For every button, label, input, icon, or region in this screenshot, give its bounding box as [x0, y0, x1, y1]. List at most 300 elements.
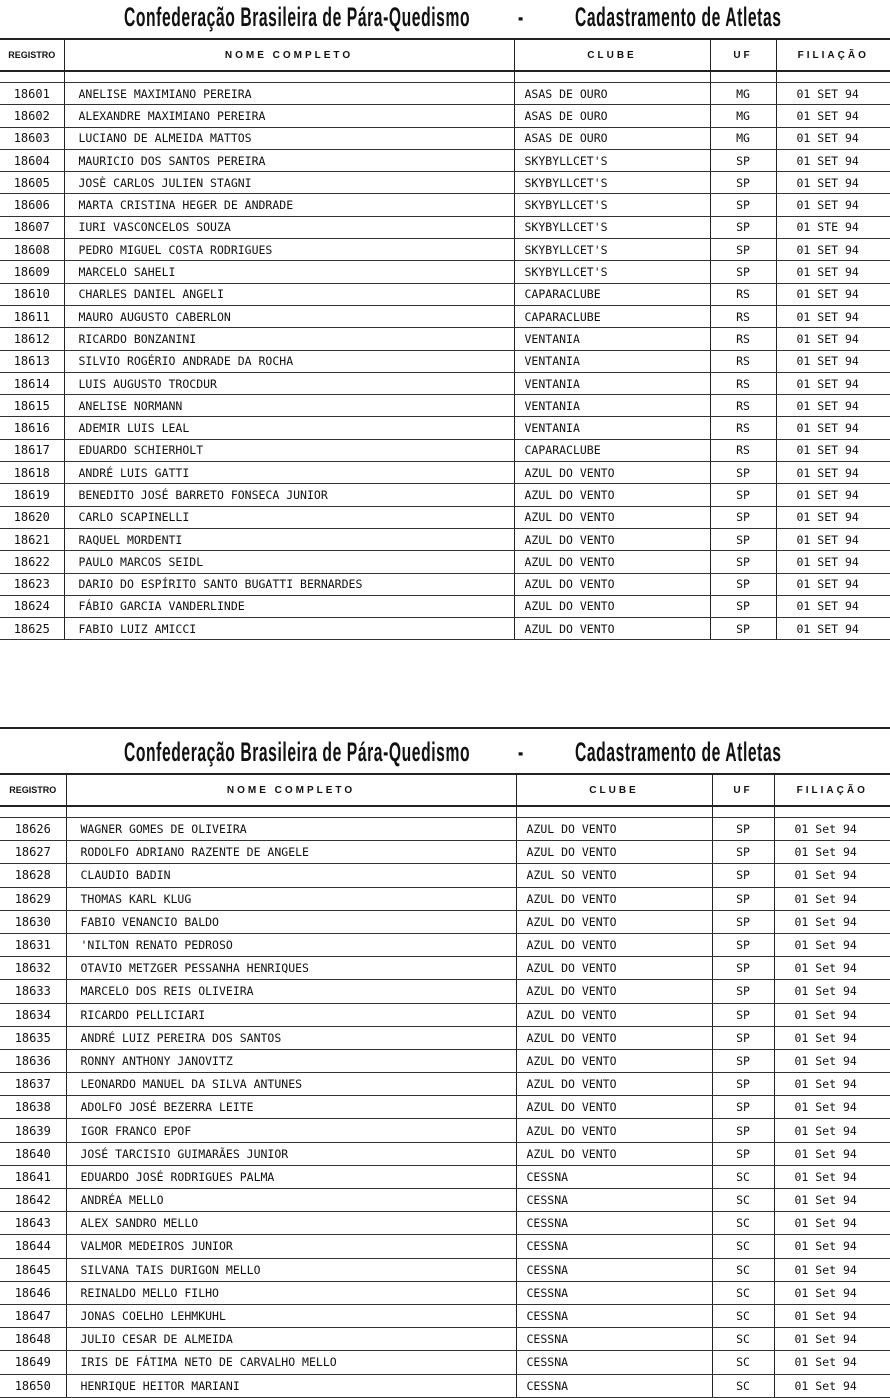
table-row — [0, 1119, 890, 1142]
nome-cell: PAULO MARCOS SEIDL — [64, 551, 514, 573]
column-header-filiacao: FILIAÇÃO — [776, 39, 890, 71]
uf-cell: MG — [710, 83, 776, 105]
registro-cell: 18640 — [0, 1142, 66, 1165]
clube-cell: SKYBYLLCET'S — [514, 194, 710, 216]
filiacao-cell: 01 SET 94 — [776, 194, 890, 216]
filiacao-cell: 01 SET 94 — [776, 484, 890, 506]
filiacao-cell: 01 Set 94 — [774, 1026, 890, 1049]
table-header-row — [0, 39, 890, 71]
clube-cell: SKYBYLLCET'S — [514, 261, 710, 283]
table-row — [0, 1351, 890, 1374]
filiacao-cell: 01 Set 94 — [774, 887, 890, 910]
nome-cell: BENEDITO JOSÉ BARRETO FONSECA JUNIOR — [64, 484, 514, 506]
clube-cell: AZUL DO VENTO — [516, 1096, 712, 1119]
nome-cell: ALEX SANDRO MELLO — [66, 1212, 516, 1235]
uf-cell: SP — [712, 1003, 774, 1026]
filiacao-cell: 01 Set 94 — [774, 864, 890, 887]
filiacao-cell: 01 Set 94 — [774, 841, 890, 864]
filiacao-cell: 01 SET 94 — [776, 83, 890, 105]
nome-cell: MARCELO SAHELI — [64, 261, 514, 283]
registro-cell: 18604 — [0, 149, 64, 171]
registro-cell: 18649 — [0, 1351, 66, 1374]
filiacao-cell: 01 Set 94 — [774, 957, 890, 980]
uf-cell: SP — [712, 910, 774, 933]
registro-cell: 18626 — [0, 818, 66, 841]
filiacao-cell: 01 SET 94 — [776, 350, 890, 372]
filiacao-cell: 01 SET 94 — [776, 573, 890, 595]
table-row — [0, 1142, 890, 1165]
table-body — [0, 806, 890, 1397]
registro-cell: 18647 — [0, 1304, 66, 1327]
filiacao-cell: 01 Set 94 — [774, 980, 890, 1003]
uf-cell: SP — [710, 551, 776, 573]
uf-cell: SP — [710, 618, 776, 640]
filiacao-cell: 01 SET 94 — [776, 439, 890, 461]
nome-cell: JONAS COELHO LEHMKUHL — [66, 1304, 516, 1327]
clube-cell: AZUL DO VENTO — [514, 506, 710, 528]
uf-cell: MG — [710, 105, 776, 127]
registro-cell: 18623 — [0, 573, 64, 595]
nome-cell: EDUARDO JOSÉ RODRIGUES PALMA — [66, 1165, 516, 1188]
clube-cell: AZUL DO VENTO — [516, 1026, 712, 1049]
uf-cell: SC — [712, 1212, 774, 1235]
registro-cell: 18619 — [0, 484, 64, 506]
uf-cell: SP — [712, 1096, 774, 1119]
uf-cell: RS — [710, 328, 776, 350]
nome-cell: LEONARDO MANUEL DA SILVA ANTUNES — [66, 1073, 516, 1096]
table-row — [0, 957, 890, 980]
table-row — [0, 1212, 890, 1235]
registro-cell: 18638 — [0, 1096, 66, 1119]
filiacao-cell: 01 SET 94 — [776, 127, 890, 149]
registro-cell: 18635 — [0, 1026, 66, 1049]
clube-cell: AZUL DO VENTO — [514, 618, 710, 640]
clube-cell: CAPARACLUBE — [514, 439, 710, 461]
table-row — [0, 283, 890, 305]
registro-cell: 18644 — [0, 1235, 66, 1258]
filiacao-cell: 01 SET 94 — [776, 172, 890, 194]
table-row — [0, 1235, 890, 1258]
clube-cell: SKYBYLLCET'S — [514, 172, 710, 194]
table-row — [0, 1258, 890, 1281]
nome-cell: VALMOR MEDEIROS JUNIOR — [66, 1235, 516, 1258]
nome-cell: MARCELO DOS REIS OLIVEIRA — [66, 980, 516, 1003]
filiacao-cell: 01 Set 94 — [774, 1374, 890, 1397]
clube-cell: ASAS DE OURO — [514, 83, 710, 105]
filiacao-cell: 01 SET 94 — [776, 328, 890, 350]
filiacao-cell: 01 Set 94 — [774, 1281, 890, 1304]
table-row — [0, 1049, 890, 1072]
filiacao-cell: 01 Set 94 — [774, 1189, 890, 1212]
table-row — [0, 528, 890, 550]
registro-cell: 18616 — [0, 417, 64, 439]
sheet-title — [0, 0, 890, 38]
table-row — [0, 1304, 890, 1327]
filiacao-cell: 01 Set 94 — [774, 1049, 890, 1072]
table-row — [0, 506, 890, 528]
table-row — [0, 1281, 890, 1304]
uf-cell: SP — [710, 261, 776, 283]
filiacao-cell: 01 Set 94 — [774, 1258, 890, 1281]
column-header-registro: REGISTRO — [0, 39, 64, 71]
uf-cell: SP — [710, 462, 776, 484]
uf-cell: SC — [712, 1165, 774, 1188]
registro-cell: 18629 — [0, 887, 66, 910]
registro-cell: 18613 — [0, 350, 64, 372]
clube-cell: AZUL DO VENTO — [514, 551, 710, 573]
uf-cell: SC — [712, 1281, 774, 1304]
nome-cell: RAQUEL MORDENTI — [64, 528, 514, 550]
clube-cell: AZUL DO VENTO — [516, 887, 712, 910]
column-header-clube: CLUBE — [514, 39, 710, 71]
registro-cell: 18639 — [0, 1119, 66, 1142]
registro-cell: 18609 — [0, 261, 64, 283]
registro-cell: 18603 — [0, 127, 64, 149]
clube-cell: AZUL DO VENTO — [516, 1003, 712, 1026]
registro-cell: 18637 — [0, 1073, 66, 1096]
clube-cell: AZUL DO VENTO — [516, 910, 712, 933]
registro-cell: 18602 — [0, 105, 64, 127]
nome-cell: THOMAS KARL KLUG — [66, 887, 516, 910]
table-row — [0, 328, 890, 350]
clube-cell: AZUL DO VENTO — [514, 462, 710, 484]
registro-cell: 18608 — [0, 239, 64, 261]
filiacao-cell: 01 SET 94 — [776, 618, 890, 640]
nome-cell: CLAUDIO BADIN — [66, 864, 516, 887]
uf-cell: RS — [710, 305, 776, 327]
uf-cell: SP — [712, 1049, 774, 1072]
nome-cell: LUCIANO DE ALMEIDA MATTOS — [64, 127, 514, 149]
registro-cell: 18628 — [0, 864, 66, 887]
uf-cell: SC — [712, 1258, 774, 1281]
registro-cell: 18622 — [0, 551, 64, 573]
filiacao-cell: 01 SET 94 — [776, 395, 890, 417]
nome-cell: ADEMIR LUIS LEAL — [64, 417, 514, 439]
clube-cell: CESSNA — [516, 1351, 712, 1374]
nome-cell: CHARLES DANIEL ANGELI — [64, 283, 514, 305]
uf-cell: RS — [710, 350, 776, 372]
table-row — [0, 1165, 890, 1188]
registro-cell: 18631 — [0, 933, 66, 956]
uf-cell: RS — [710, 283, 776, 305]
uf-cell: SP — [710, 194, 776, 216]
filiacao-cell: 01 Set 94 — [774, 1212, 890, 1235]
clube-cell: CESSNA — [516, 1374, 712, 1397]
nome-cell: RODOLFO ADRIANO RAZENTE DE ANGELE — [66, 841, 516, 864]
nome-cell: JULIO CESAR DE ALMEIDA — [66, 1328, 516, 1351]
clube-cell: AZUL DO VENTO — [514, 484, 710, 506]
clube-cell: AZUL DO VENTO — [514, 573, 710, 595]
table-row — [0, 910, 890, 933]
filiacao-cell: 01 Set 94 — [774, 1351, 890, 1374]
table-row — [0, 573, 890, 595]
uf-cell: SP — [712, 887, 774, 910]
table-row — [0, 551, 890, 573]
filiacao-cell: 01 SET 94 — [776, 551, 890, 573]
table-row — [0, 980, 890, 1003]
registry-sheet-2 — [0, 727, 890, 1398]
nome-cell: LUIS AUGUSTO TROCDUR — [64, 372, 514, 394]
filiacao-cell: 01 SET 94 — [776, 462, 890, 484]
nome-cell: CARLO SCAPINELLI — [64, 506, 514, 528]
filiacao-cell: 01 SET 94 — [776, 305, 890, 327]
registro-cell: 18632 — [0, 957, 66, 980]
clube-cell: SKYBYLLCET'S — [514, 149, 710, 171]
nome-cell: DARIO DO ESPÍRITO SANTO BUGATTI BERNARDES — [64, 573, 514, 595]
uf-cell: SC — [712, 1235, 774, 1258]
table-row — [0, 372, 890, 394]
uf-cell: SP — [710, 484, 776, 506]
clube-cell: CESSNA — [516, 1328, 712, 1351]
filiacao-cell: 01 SET 94 — [776, 595, 890, 617]
nome-cell: ANDRÉA MELLO — [66, 1189, 516, 1212]
column-header-nome: NOME COMPLETO — [64, 39, 514, 71]
clube-cell: AZUL DO VENTO — [516, 933, 712, 956]
uf-cell: SC — [712, 1374, 774, 1397]
table-row — [0, 841, 890, 864]
table-row — [0, 172, 890, 194]
nome-cell: SILVANA TAIS DURIGON MELLO — [66, 1258, 516, 1281]
uf-cell: SP — [712, 864, 774, 887]
registro-cell: 18645 — [0, 1258, 66, 1281]
clube-cell: VENTANIA — [514, 350, 710, 372]
clube-cell: CESSNA — [516, 1189, 712, 1212]
filiacao-cell: 01 Set 94 — [774, 818, 890, 841]
table-row — [0, 105, 890, 127]
registro-cell: 18643 — [0, 1212, 66, 1235]
filiacao-cell: 01 Set 94 — [774, 1119, 890, 1142]
nome-cell: EDUARDO SCHIERHOLT — [64, 439, 514, 461]
clube-cell: AZUL DO VENTO — [516, 1119, 712, 1142]
clube-cell: AZUL DO VENTO — [514, 528, 710, 550]
filiacao-cell: 01 Set 94 — [774, 1304, 890, 1327]
filiacao-cell: 01 Set 94 — [774, 1003, 890, 1026]
table-row — [0, 933, 890, 956]
title-organization: Confederação Brasileira de Pára-Quedismo — [124, 2, 471, 32]
clube-cell: AZUL SO VENTO — [516, 864, 712, 887]
registro-cell: 18610 — [0, 283, 64, 305]
nome-cell: 'NILTON RENATO PEDROSO — [66, 933, 516, 956]
table-row — [0, 462, 890, 484]
column-header-filiacao: FILIAÇÃO — [774, 774, 890, 806]
table-row — [0, 350, 890, 372]
nome-cell: FABIO LUIZ AMICCI — [64, 618, 514, 640]
registro-cell: 18615 — [0, 395, 64, 417]
uf-cell: RS — [710, 439, 776, 461]
table-row — [0, 1096, 890, 1119]
registro-cell: 18650 — [0, 1374, 66, 1397]
clube-cell: CESSNA — [516, 1258, 712, 1281]
nome-cell: PEDRO MIGUEL COSTA RODRIGUES — [64, 239, 514, 261]
table-row — [0, 887, 890, 910]
title-organization: Confederação Brasileira de Pára-Quedismo — [124, 737, 471, 767]
clube-cell: ASAS DE OURO — [514, 127, 710, 149]
filiacao-cell: 01 SET 94 — [776, 239, 890, 261]
filiacao-cell: 01 Set 94 — [774, 1165, 890, 1188]
uf-cell: SP — [712, 1119, 774, 1142]
table-row — [0, 1189, 890, 1212]
table-row — [0, 194, 890, 216]
clube-cell: VENTANIA — [514, 372, 710, 394]
table-row — [0, 149, 890, 171]
table-row — [0, 417, 890, 439]
uf-cell: SC — [712, 1304, 774, 1327]
nome-cell: HENRIQUE HEITOR MARIANI — [66, 1374, 516, 1397]
registro-cell: 18646 — [0, 1281, 66, 1304]
clube-cell: SKYBYLLCET'S — [514, 239, 710, 261]
nome-cell: RICARDO PELLICIARI — [66, 1003, 516, 1026]
table-row — [0, 1073, 890, 1096]
clube-cell: CESSNA — [516, 1235, 712, 1258]
nome-cell: ANELISE MAXIMIANO PEREIRA — [64, 83, 514, 105]
table-body — [0, 71, 890, 640]
nome-cell: MAURICIO DOS SANTOS PEREIRA — [64, 149, 514, 171]
registro-cell: 18614 — [0, 372, 64, 394]
table-row — [0, 83, 890, 105]
uf-cell: SP — [710, 573, 776, 595]
clube-cell: CAPARACLUBE — [514, 283, 710, 305]
registro-cell: 18642 — [0, 1189, 66, 1212]
clube-cell: VENTANIA — [514, 395, 710, 417]
nome-cell: ADOLFO JOSÉ BEZERRA LEITE — [66, 1096, 516, 1119]
clube-cell: CESSNA — [516, 1304, 712, 1327]
column-header-uf: UF — [710, 39, 776, 71]
filiacao-cell: 01 Set 94 — [774, 1096, 890, 1119]
table-row — [0, 305, 890, 327]
uf-cell: SP — [712, 841, 774, 864]
filiacao-cell: 01 Set 94 — [774, 1235, 890, 1258]
uf-cell: SP — [710, 595, 776, 617]
nome-cell: MAURO AUGUSTO CABERLON — [64, 305, 514, 327]
title-separator: - — [518, 2, 524, 32]
filiacao-cell: 01 Set 94 — [774, 933, 890, 956]
uf-cell: RS — [710, 372, 776, 394]
filiacao-cell: 01 SET 94 — [776, 372, 890, 394]
registro-cell: 18633 — [0, 980, 66, 1003]
uf-cell: SP — [712, 1073, 774, 1096]
registro-cell: 18607 — [0, 216, 64, 238]
nome-cell: MARTA CRISTINA HEGER DE ANDRADE — [64, 194, 514, 216]
uf-cell: SP — [712, 933, 774, 956]
uf-cell: SP — [712, 818, 774, 841]
registro-cell: 18641 — [0, 1165, 66, 1188]
table-row — [0, 1026, 890, 1049]
filiacao-cell: 01 SET 94 — [776, 506, 890, 528]
clube-cell: CESSNA — [516, 1165, 712, 1188]
clube-cell: AZUL DO VENTO — [516, 818, 712, 841]
nome-cell: ANELISE NORMANN — [64, 395, 514, 417]
table-row — [0, 864, 890, 887]
nome-cell: ANDRÉ LUIS GATTI — [64, 462, 514, 484]
table-row — [0, 261, 890, 283]
filiacao-cell: 01 STE 94 — [776, 216, 890, 238]
registro-cell: 18630 — [0, 910, 66, 933]
nome-cell: IRIS DE FÁTIMA NETO DE CARVALHO MELLO — [66, 1351, 516, 1374]
uf-cell: SP — [710, 149, 776, 171]
column-header-clube: CLUBE — [516, 774, 712, 806]
registro-cell: 18624 — [0, 595, 64, 617]
title-subject: Cadastramento de Atletas — [575, 2, 782, 32]
registro-cell: 18611 — [0, 305, 64, 327]
clube-cell: ASAS DE OURO — [514, 105, 710, 127]
table-row — [0, 127, 890, 149]
table-row — [0, 618, 890, 640]
uf-cell: SP — [712, 1026, 774, 1049]
clube-cell: VENTANIA — [514, 328, 710, 350]
registro-cell: 18605 — [0, 172, 64, 194]
table-row — [0, 239, 890, 261]
column-header-uf: UF — [712, 774, 774, 806]
nome-cell: RICARDO BONZANINI — [64, 328, 514, 350]
clube-cell: CAPARACLUBE — [514, 305, 710, 327]
uf-cell: SP — [710, 528, 776, 550]
filiacao-cell: 01 Set 94 — [774, 910, 890, 933]
nome-cell: JOSÈ CARLOS JULIEN STAGNI — [64, 172, 514, 194]
registro-cell: 18636 — [0, 1049, 66, 1072]
table-row — [0, 1003, 890, 1026]
sheet-title — [0, 729, 890, 773]
filiacao-cell: 01 Set 94 — [774, 1142, 890, 1165]
nome-cell: JOSÉ TARCISIO GUIMARÃES JUNIOR — [66, 1142, 516, 1165]
uf-cell: SP — [710, 239, 776, 261]
uf-cell: SP — [712, 980, 774, 1003]
filiacao-cell: 01 Set 94 — [774, 1073, 890, 1096]
filiacao-cell: 01 SET 94 — [776, 261, 890, 283]
clube-cell: AZUL DO VENTO — [516, 957, 712, 980]
uf-cell: RS — [710, 417, 776, 439]
uf-cell: SP — [710, 172, 776, 194]
uf-cell: SP — [712, 1142, 774, 1165]
uf-cell: RS — [710, 395, 776, 417]
clube-cell: AZUL DO VENTO — [516, 1142, 712, 1165]
nome-cell: REINALDO MELLO FILHO — [66, 1281, 516, 1304]
nome-cell: SILVIO ROGÉRIO ANDRADE DA ROCHA — [64, 350, 514, 372]
clube-cell: AZUL DO VENTO — [516, 841, 712, 864]
registro-cell: 18620 — [0, 506, 64, 528]
registro-cell: 18606 — [0, 194, 64, 216]
filiacao-cell: 01 SET 94 — [776, 528, 890, 550]
filiacao-cell: 01 SET 94 — [776, 149, 890, 171]
uf-cell: SC — [712, 1189, 774, 1212]
registro-cell: 18617 — [0, 439, 64, 461]
nome-cell: WAGNER GOMES DE OLIVEIRA — [66, 818, 516, 841]
table-row — [0, 818, 890, 841]
nome-cell: FÁBIO GARCIA VANDERLINDE — [64, 595, 514, 617]
registro-cell: 18612 — [0, 328, 64, 350]
athletes-table — [0, 773, 890, 1398]
table-row — [0, 1328, 890, 1351]
clube-cell: AZUL DO VENTO — [516, 1049, 712, 1072]
nome-cell: FABIO VENANCIO BALDO — [66, 910, 516, 933]
filiacao-cell: 01 Set 94 — [774, 1328, 890, 1351]
title-separator: - — [518, 737, 524, 767]
clube-cell: AZUL DO VENTO — [516, 1073, 712, 1096]
filiacao-cell: 01 SET 94 — [776, 105, 890, 127]
table-row — [0, 595, 890, 617]
table-row — [0, 1374, 890, 1397]
uf-cell: SP — [712, 957, 774, 980]
clube-cell: VENTANIA — [514, 417, 710, 439]
uf-cell: SC — [712, 1351, 774, 1374]
column-header-nome: NOME COMPLETO — [66, 774, 516, 806]
registro-cell: 18634 — [0, 1003, 66, 1026]
uf-cell: MG — [710, 127, 776, 149]
nome-cell: ALEXANDRE MAXIMIANO PEREIRA — [64, 105, 514, 127]
registro-cell: 18627 — [0, 841, 66, 864]
nome-cell: IURI VASCONCELOS SOUZA — [64, 216, 514, 238]
registry-sheet-1 — [0, 0, 890, 640]
registro-cell: 18618 — [0, 462, 64, 484]
